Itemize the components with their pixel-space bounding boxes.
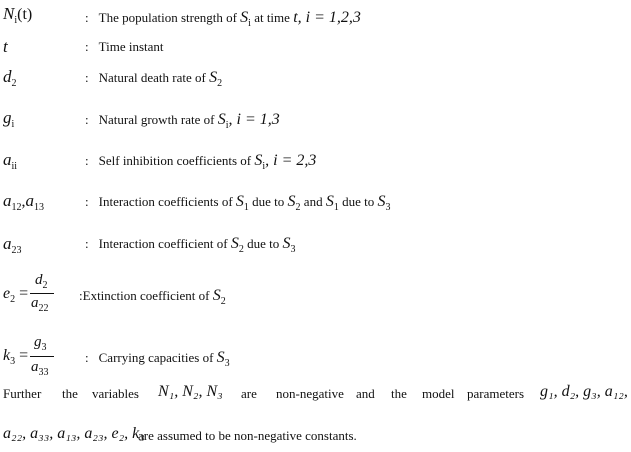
para-word-variables: variables (92, 386, 139, 401)
para-word-the-2: the (391, 386, 407, 401)
fraction-d2-over-a22: $d_2$ $a_{22}$ (30, 272, 56, 316)
fraction-g3-over-a33: $g_3$ $a_{33}$ (30, 334, 56, 380)
para-params-line1: g₁, d₂, g₃, a₁₂, (540, 383, 628, 400)
desc-carrying-capacity: : Carrying capacities of $S_3$ (85, 349, 230, 369)
symbol-carrying-lhs: $k_3$ = (3, 347, 29, 367)
symbol-self-inhibition: $a_{ii}$ (3, 150, 18, 172)
para-word-and: and (356, 386, 375, 401)
para-word-are: are (241, 386, 257, 401)
desc-self-inhibition: : Self inhibition coefficients of $S_i$, i = 2,3 (85, 152, 317, 172)
symbol-extinction-lhs: $e_2$ = (3, 285, 29, 305)
desc-time: : Time instant (85, 39, 164, 54)
desc-death-rate: : Natural death rate of $S_2$ (85, 69, 223, 89)
symbol-population-strength: $N_i(t)$ (3, 4, 33, 26)
symbol-time: t (3, 37, 8, 56)
para-word-further: Further (3, 386, 42, 401)
desc-interaction-coefficient-23: : Interaction coefficient of $S_2$ due to $S_3$ (85, 235, 296, 255)
para-variables-n: N₁, N₂, N₃ (158, 383, 223, 400)
desc-extinction: :Extinction coefficient of $S_2$ (79, 287, 226, 307)
para-word-model: model (422, 386, 455, 401)
symbol-interaction-coefficients: $a_{12},a_{13}$ (3, 191, 44, 213)
para-word-non-negative: non-negative (276, 386, 344, 401)
desc-population-strength: : The population strength of $S_i$ at time t, i = 1,2,3 (85, 9, 361, 29)
para-word-the: the (62, 386, 78, 401)
desc-interaction-coefficients: : Interaction coefficients of $S_1$ due to $S_2$ and $S_1$ due to $S_3$ (85, 193, 391, 213)
para-tail-text: are assumed to be non-negative constants. (138, 428, 357, 443)
desc-growth-rate: : Natural growth rate of $S_i$, i = 1,3 (85, 111, 280, 131)
para-params-line2: a₂₂, a₃₃, a₁₃, a₂₃, e₂, k₃ (3, 425, 145, 442)
symbol-death-rate: $d_2$ (3, 67, 17, 89)
symbol-interaction-coefficient-23: $a_{23}$ (3, 234, 22, 256)
para-word-parameters: parameters (467, 386, 525, 401)
symbol-growth-rate: $g_i$ (3, 108, 15, 130)
